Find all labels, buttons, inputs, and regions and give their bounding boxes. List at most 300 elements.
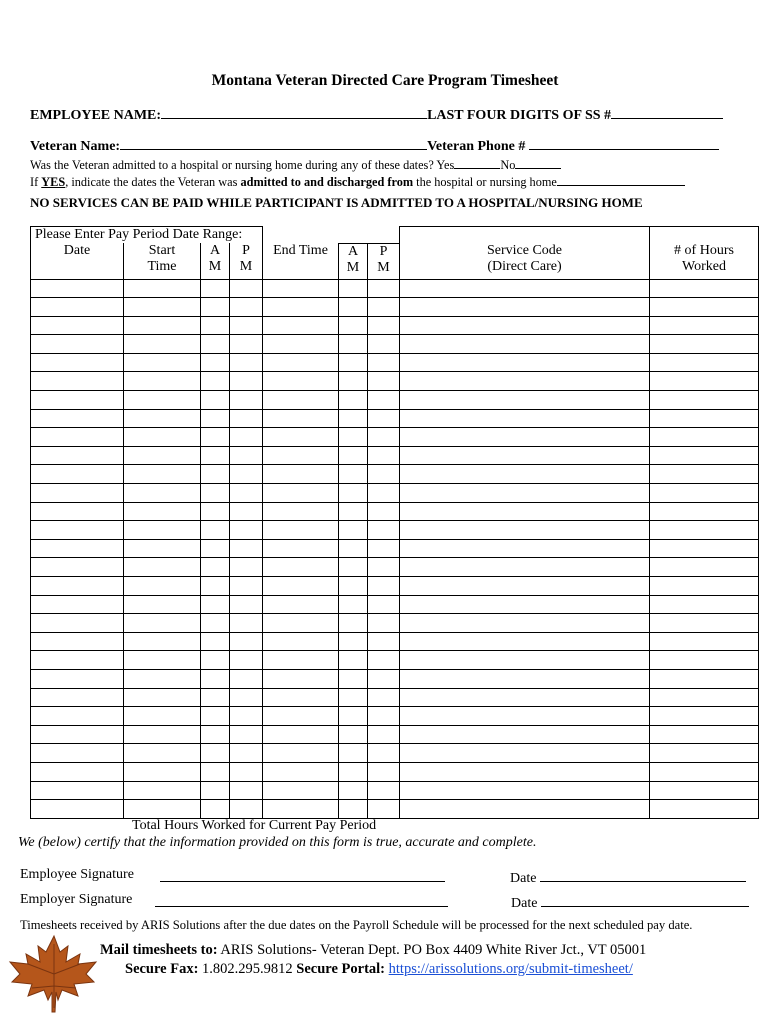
table-cell[interactable] xyxy=(400,539,650,558)
table-cell[interactable] xyxy=(650,688,759,707)
table-cell[interactable] xyxy=(339,279,368,298)
table-cell[interactable] xyxy=(339,577,368,596)
table-cell[interactable] xyxy=(368,409,400,428)
col-pm2-header: P M xyxy=(368,243,400,279)
table-cell[interactable] xyxy=(230,279,263,298)
table-cell[interactable] xyxy=(230,539,263,558)
table-cell[interactable] xyxy=(339,316,368,335)
table-cell[interactable] xyxy=(650,781,759,800)
table-cell[interactable] xyxy=(368,428,400,447)
table-cell[interactable] xyxy=(230,409,263,428)
table-cell[interactable] xyxy=(124,558,201,577)
table-cell[interactable] xyxy=(201,725,230,744)
table-cell[interactable] xyxy=(124,502,201,521)
table-cell[interactable] xyxy=(650,465,759,484)
table-cell[interactable] xyxy=(650,316,759,335)
table-cell[interactable] xyxy=(650,577,759,596)
table-cell[interactable] xyxy=(201,409,230,428)
table-cell[interactable] xyxy=(368,298,400,317)
table-cell[interactable] xyxy=(201,372,230,391)
table-cell[interactable] xyxy=(201,632,230,651)
table-row xyxy=(31,595,759,614)
table-cell[interactable] xyxy=(400,707,650,726)
table-cell[interactable] xyxy=(201,707,230,726)
no-field[interactable] xyxy=(515,168,561,169)
table-cell[interactable] xyxy=(368,651,400,670)
table-cell[interactable] xyxy=(263,595,339,614)
table-cell[interactable] xyxy=(124,595,201,614)
table-cell[interactable] xyxy=(263,335,339,354)
table-row xyxy=(31,651,759,670)
table-cell[interactable] xyxy=(201,688,230,707)
table-cell[interactable] xyxy=(31,762,124,781)
table-cell[interactable] xyxy=(230,707,263,726)
table-cell[interactable] xyxy=(368,372,400,391)
table-cell[interactable] xyxy=(368,335,400,354)
table-cell[interactable] xyxy=(124,539,201,558)
table-cell[interactable] xyxy=(201,595,230,614)
table-cell[interactable] xyxy=(201,539,230,558)
table-cell[interactable] xyxy=(230,521,263,540)
table-cell[interactable] xyxy=(31,632,124,651)
table-cell[interactable] xyxy=(31,465,124,484)
table-cell[interactable] xyxy=(230,428,263,447)
table-cell[interactable] xyxy=(339,614,368,633)
table-cell[interactable] xyxy=(124,521,201,540)
table-cell[interactable] xyxy=(400,502,650,521)
employee-signature-field[interactable] xyxy=(160,867,445,887)
table-cell[interactable] xyxy=(201,800,230,819)
table-cell[interactable] xyxy=(368,521,400,540)
table-cell[interactable] xyxy=(230,762,263,781)
table-cell[interactable] xyxy=(263,539,339,558)
table-cell[interactable] xyxy=(400,279,650,298)
no-label: No xyxy=(500,158,516,172)
table-cell[interactable] xyxy=(124,353,201,372)
table-cell[interactable] xyxy=(650,298,759,317)
table-cell[interactable] xyxy=(31,577,124,596)
table-cell[interactable] xyxy=(263,391,339,410)
table-cell[interactable] xyxy=(124,762,201,781)
indicate-row xyxy=(30,175,685,190)
table-cell[interactable] xyxy=(124,316,201,335)
table-cell[interactable] xyxy=(650,372,759,391)
table-cell[interactable] xyxy=(124,428,201,447)
table-cell[interactable] xyxy=(31,316,124,335)
table-cell[interactable] xyxy=(201,762,230,781)
table-cell[interactable] xyxy=(263,484,339,503)
table-cell[interactable] xyxy=(263,651,339,670)
table-row xyxy=(31,614,759,633)
table-cell[interactable] xyxy=(400,484,650,503)
table-cell[interactable] xyxy=(124,279,201,298)
table-cell[interactable] xyxy=(230,577,263,596)
timesheet-table xyxy=(30,226,759,819)
table-cell[interactable] xyxy=(124,781,201,800)
ss-label: LAST FOUR DIGITS OF SS # xyxy=(427,108,612,123)
table-row xyxy=(31,446,759,465)
table-cell[interactable] xyxy=(339,558,368,577)
indicate-text: , indicate the dates the Veteran was xyxy=(65,175,241,189)
veteran-row xyxy=(30,139,719,155)
table-cell[interactable] xyxy=(339,651,368,670)
table-cell[interactable] xyxy=(263,762,339,781)
table-cell[interactable] xyxy=(339,744,368,763)
table-cell[interactable] xyxy=(339,446,368,465)
table-cell[interactable] xyxy=(230,391,263,410)
table-cell[interactable] xyxy=(650,409,759,428)
table-cell[interactable] xyxy=(263,577,339,596)
table-cell[interactable] xyxy=(368,744,400,763)
table-cell[interactable] xyxy=(650,632,759,651)
table-cell[interactable] xyxy=(124,335,201,354)
table-cell[interactable] xyxy=(400,335,650,354)
table-cell[interactable] xyxy=(368,502,400,521)
table-cell[interactable] xyxy=(263,669,339,688)
table-cell[interactable] xyxy=(31,446,124,465)
table-cell[interactable] xyxy=(263,521,339,540)
table-cell[interactable] xyxy=(650,595,759,614)
table-cell[interactable] xyxy=(339,465,368,484)
table-cell[interactable] xyxy=(201,669,230,688)
employee-signature-label: Employee Signature xyxy=(20,867,134,882)
table-cell[interactable] xyxy=(31,651,124,670)
table-cell[interactable] xyxy=(31,707,124,726)
pay-period-label: Please Enter Pay Period Date Range: xyxy=(31,227,263,244)
table-cell[interactable] xyxy=(339,688,368,707)
table-cell[interactable] xyxy=(124,391,201,410)
table-cell[interactable] xyxy=(230,744,263,763)
table-cell[interactable] xyxy=(400,688,650,707)
col-date-header: Date xyxy=(31,243,124,279)
table-cell[interactable] xyxy=(368,577,400,596)
table-cell[interactable] xyxy=(650,744,759,763)
table-cell[interactable] xyxy=(31,335,124,354)
table-cell[interactable] xyxy=(650,558,759,577)
table-cell[interactable] xyxy=(650,353,759,372)
portal-link[interactable]: https://arissolutions.org/submit-timesheet/ xyxy=(388,961,633,977)
table-cell[interactable] xyxy=(230,651,263,670)
fax-label: Secure Fax: xyxy=(125,961,199,977)
table-cell[interactable] xyxy=(650,428,759,447)
table-cell[interactable] xyxy=(31,428,124,447)
mail-label: Mail timesheets to: xyxy=(100,942,218,958)
table-cell[interactable] xyxy=(650,614,759,633)
table-cell[interactable] xyxy=(263,279,339,298)
table-cell[interactable] xyxy=(230,465,263,484)
table-cell[interactable] xyxy=(400,316,650,335)
table-cell[interactable] xyxy=(368,484,400,503)
table-cell[interactable] xyxy=(201,651,230,670)
table-cell[interactable] xyxy=(339,725,368,744)
table-cell[interactable] xyxy=(31,595,124,614)
portal-label: Secure Portal: xyxy=(296,961,386,977)
table-cell[interactable] xyxy=(31,539,124,558)
table-cell[interactable] xyxy=(124,632,201,651)
table-cell[interactable] xyxy=(368,279,400,298)
table-cell[interactable] xyxy=(368,632,400,651)
table-cell[interactable] xyxy=(201,279,230,298)
table-cell[interactable] xyxy=(650,521,759,540)
table-cell[interactable] xyxy=(230,725,263,744)
table-cell[interactable] xyxy=(339,521,368,540)
table-cell[interactable] xyxy=(124,409,201,428)
table-cell[interactable] xyxy=(230,688,263,707)
table-cell[interactable] xyxy=(263,372,339,391)
table-cell[interactable] xyxy=(201,614,230,633)
table-cell[interactable] xyxy=(230,353,263,372)
table-cell[interactable] xyxy=(263,465,339,484)
table-cell[interactable] xyxy=(124,446,201,465)
table-cell[interactable] xyxy=(263,707,339,726)
table-cell[interactable] xyxy=(263,446,339,465)
table-cell[interactable] xyxy=(31,484,124,503)
table-cell[interactable] xyxy=(201,428,230,447)
table-cell[interactable] xyxy=(368,688,400,707)
table-cell[interactable] xyxy=(400,577,650,596)
table-cell[interactable] xyxy=(124,688,201,707)
table-cell[interactable] xyxy=(230,372,263,391)
table-cell[interactable] xyxy=(31,744,124,763)
table-cell[interactable] xyxy=(400,762,650,781)
table-cell[interactable] xyxy=(31,502,124,521)
table-cell[interactable] xyxy=(400,298,650,317)
table-cell[interactable] xyxy=(263,725,339,744)
table-cell[interactable] xyxy=(31,409,124,428)
table-cell[interactable] xyxy=(201,502,230,521)
table-cell[interactable] xyxy=(339,781,368,800)
table-cell[interactable] xyxy=(230,632,263,651)
table-cell[interactable] xyxy=(650,707,759,726)
table-cell[interactable] xyxy=(339,335,368,354)
table-cell[interactable] xyxy=(263,558,339,577)
table-cell[interactable] xyxy=(230,669,263,688)
table-cell[interactable] xyxy=(201,316,230,335)
table-cell[interactable] xyxy=(400,669,650,688)
table-cell[interactable] xyxy=(201,298,230,317)
table-cell[interactable] xyxy=(339,353,368,372)
table-cell[interactable] xyxy=(124,651,201,670)
table-cell[interactable] xyxy=(650,279,759,298)
table-cell[interactable] xyxy=(400,465,650,484)
table-cell[interactable] xyxy=(400,614,650,633)
table-cell[interactable] xyxy=(230,484,263,503)
table-cell[interactable] xyxy=(230,446,263,465)
table-cell[interactable] xyxy=(650,335,759,354)
table-cell[interactable] xyxy=(368,465,400,484)
table-cell[interactable] xyxy=(368,539,400,558)
table-cell[interactable] xyxy=(339,595,368,614)
table-cell[interactable] xyxy=(31,725,124,744)
table-cell[interactable] xyxy=(201,465,230,484)
table-cell[interactable] xyxy=(31,669,124,688)
table-cell[interactable] xyxy=(339,762,368,781)
ss-field[interactable] xyxy=(611,118,723,119)
table-cell[interactable] xyxy=(263,688,339,707)
table-cell[interactable] xyxy=(400,744,650,763)
table-row xyxy=(31,428,759,447)
table-cell[interactable] xyxy=(400,409,650,428)
table-cell[interactable] xyxy=(31,800,124,819)
hospital-text: the hospital or nursing home xyxy=(413,175,557,189)
table-cell[interactable] xyxy=(339,298,368,317)
table-cell[interactable] xyxy=(230,558,263,577)
table-cell[interactable] xyxy=(650,391,759,410)
table-cell[interactable] xyxy=(650,502,759,521)
table-cell[interactable] xyxy=(368,558,400,577)
table-row xyxy=(31,372,759,391)
table-cell[interactable] xyxy=(124,707,201,726)
table-cell[interactable] xyxy=(400,521,650,540)
table-cell[interactable] xyxy=(368,781,400,800)
timesheet-note: Timesheets received by ARIS Solutions after the due dates on the Payroll Schedule will be processed for the next scheduled pay date. xyxy=(20,918,693,932)
employee-name-field[interactable] xyxy=(161,118,427,119)
table-cell[interactable] xyxy=(400,428,650,447)
table-cell[interactable] xyxy=(400,800,650,819)
table-cell[interactable] xyxy=(650,725,759,744)
table-cell[interactable] xyxy=(368,800,400,819)
table-cell[interactable] xyxy=(263,409,339,428)
table-cell[interactable] xyxy=(263,353,339,372)
table-cell[interactable] xyxy=(124,725,201,744)
employer-date-field[interactable] xyxy=(541,892,749,907)
table-cell[interactable] xyxy=(368,614,400,633)
table-cell[interactable] xyxy=(400,632,650,651)
table-cell[interactable] xyxy=(230,298,263,317)
table-cell[interactable] xyxy=(31,279,124,298)
table-cell[interactable] xyxy=(201,446,230,465)
table-cell[interactable] xyxy=(368,762,400,781)
table-cell[interactable] xyxy=(400,725,650,744)
table-cell[interactable] xyxy=(31,391,124,410)
table-cell[interactable] xyxy=(201,577,230,596)
table-cell[interactable] xyxy=(400,781,650,800)
table-cell[interactable] xyxy=(230,781,263,800)
table-cell[interactable] xyxy=(124,465,201,484)
table-cell[interactable] xyxy=(31,781,124,800)
table-cell[interactable] xyxy=(263,428,339,447)
table-cell[interactable] xyxy=(339,484,368,503)
table-cell[interactable] xyxy=(339,502,368,521)
table-cell[interactable] xyxy=(230,316,263,335)
table-cell[interactable] xyxy=(31,298,124,317)
table-cell[interactable] xyxy=(263,632,339,651)
table-cell[interactable] xyxy=(201,744,230,763)
veteran-phone-field[interactable] xyxy=(529,149,719,150)
table-cell[interactable] xyxy=(201,335,230,354)
table-cell[interactable] xyxy=(124,372,201,391)
table-cell[interactable] xyxy=(230,614,263,633)
if-label: If xyxy=(30,175,42,189)
table-cell[interactable] xyxy=(650,762,759,781)
table-cell[interactable] xyxy=(368,707,400,726)
table-cell[interactable] xyxy=(339,632,368,651)
table-cell[interactable] xyxy=(368,446,400,465)
table-cell[interactable] xyxy=(263,298,339,317)
employer-signature-field[interactable] xyxy=(155,892,448,912)
table-cell[interactable] xyxy=(201,391,230,410)
table-cell[interactable] xyxy=(230,502,263,521)
table-cell[interactable] xyxy=(368,669,400,688)
table-cell[interactable] xyxy=(400,595,650,614)
table-row xyxy=(31,539,759,558)
table-cell[interactable] xyxy=(124,744,201,763)
table-cell[interactable] xyxy=(650,484,759,503)
table-cell[interactable] xyxy=(31,688,124,707)
table-cell[interactable] xyxy=(400,353,650,372)
table-cell[interactable] xyxy=(124,484,201,503)
table-cell[interactable] xyxy=(263,781,339,800)
table-cell[interactable] xyxy=(201,781,230,800)
table-cell[interactable] xyxy=(124,614,201,633)
table-cell[interactable] xyxy=(201,484,230,503)
table-cell[interactable] xyxy=(339,669,368,688)
table-cell[interactable] xyxy=(31,372,124,391)
veteran-name-field[interactable] xyxy=(120,149,427,150)
table-cell[interactable] xyxy=(339,391,368,410)
table-cell[interactable] xyxy=(368,316,400,335)
table-cell[interactable] xyxy=(124,298,201,317)
table-cell[interactable] xyxy=(230,595,263,614)
table-cell[interactable] xyxy=(263,800,339,819)
table-cell[interactable] xyxy=(263,614,339,633)
table-cell[interactable] xyxy=(124,669,201,688)
table-cell[interactable] xyxy=(400,372,650,391)
table-cell[interactable] xyxy=(201,353,230,372)
table-cell[interactable] xyxy=(124,577,201,596)
table-cell[interactable] xyxy=(400,391,650,410)
table-cell[interactable] xyxy=(368,595,400,614)
table-cell[interactable] xyxy=(263,502,339,521)
hospital-dates-field[interactable] xyxy=(557,185,685,186)
table-cell[interactable] xyxy=(339,372,368,391)
yes-field[interactable] xyxy=(454,168,500,169)
table-cell[interactable] xyxy=(650,669,759,688)
table-cell[interactable] xyxy=(339,409,368,428)
table-cell[interactable] xyxy=(400,651,650,670)
table-cell[interactable] xyxy=(124,800,201,819)
employee-date-field[interactable] xyxy=(540,867,746,882)
table-cell[interactable] xyxy=(31,558,124,577)
table-cell[interactable] xyxy=(400,446,650,465)
table-cell[interactable] xyxy=(368,725,400,744)
table-cell[interactable] xyxy=(263,744,339,763)
veteran-phone-label: Veteran Phone # xyxy=(427,139,526,154)
table-cell[interactable] xyxy=(339,707,368,726)
table-cell[interactable] xyxy=(31,353,124,372)
col-am2-header: A M xyxy=(339,243,368,279)
table-cell[interactable] xyxy=(201,521,230,540)
table-cell[interactable] xyxy=(339,428,368,447)
table-cell[interactable] xyxy=(230,800,263,819)
table-row xyxy=(31,502,759,521)
table-cell[interactable] xyxy=(400,558,650,577)
table-cell[interactable] xyxy=(650,446,759,465)
table-cell[interactable] xyxy=(31,521,124,540)
table-cell[interactable] xyxy=(201,558,230,577)
table-cell[interactable] xyxy=(31,614,124,633)
table-cell[interactable] xyxy=(650,800,759,819)
table-cell[interactable] xyxy=(339,539,368,558)
table-cell[interactable] xyxy=(230,335,263,354)
table-cell[interactable] xyxy=(368,353,400,372)
table-cell[interactable] xyxy=(263,316,339,335)
table-cell[interactable] xyxy=(650,539,759,558)
table-cell[interactable] xyxy=(368,391,400,410)
table-cell[interactable] xyxy=(650,651,759,670)
warning-text: NO SERVICES CAN BE PAID WHILE PARTICIPANT IS ADMITTED TO A HOSPITAL/NURSING HOME xyxy=(30,195,643,210)
table-cell[interactable] xyxy=(339,800,368,819)
